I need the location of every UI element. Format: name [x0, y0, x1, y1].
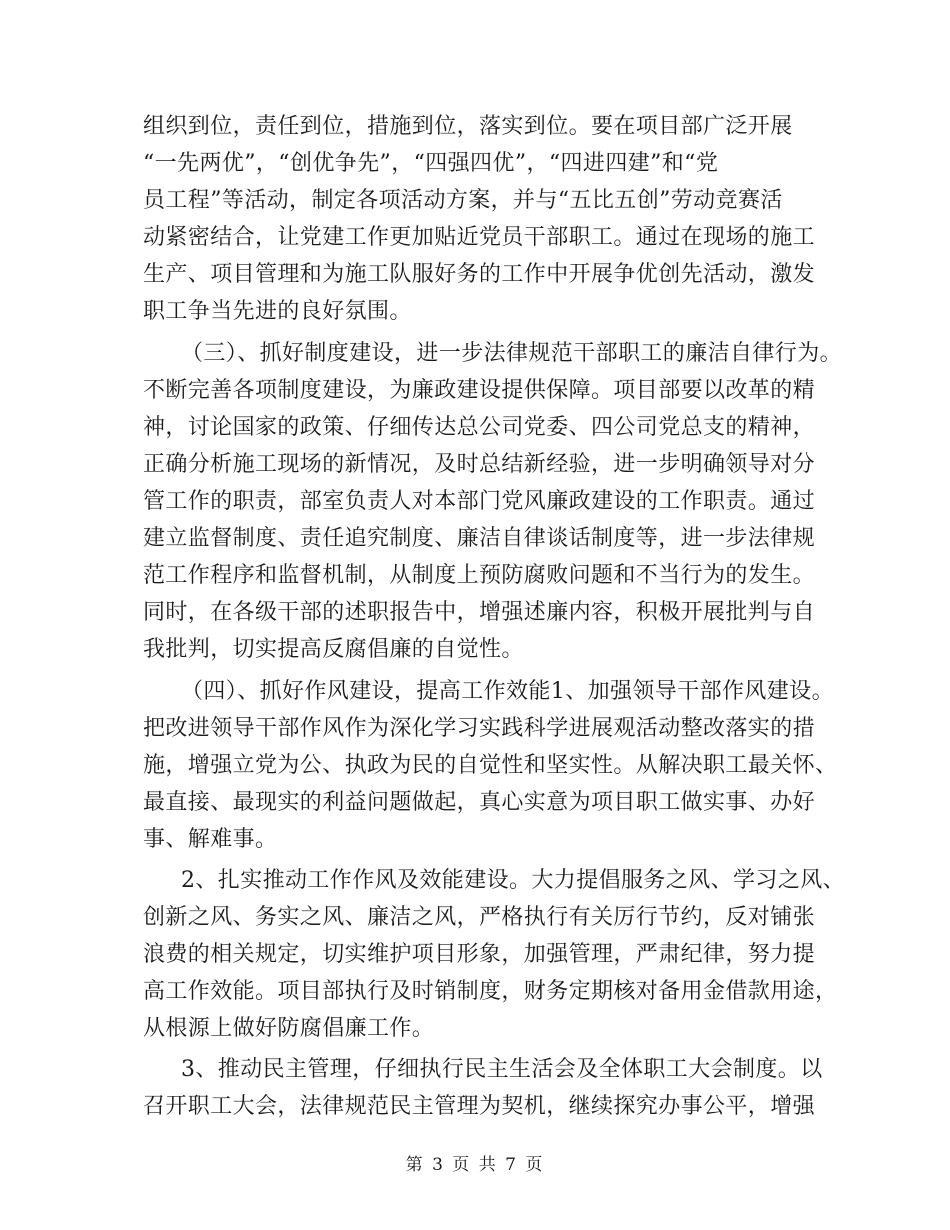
text-line: 正确分析施工现场的新情况，及时总结新经验，进一步明确领导对分 — [143, 452, 816, 477]
paragraph-start: 3、推动民主管理，仔细执行民主生活会及全体职工大会制度。以 — [181, 1057, 823, 1082]
page-number-footer: 第 3 页 共 7 页 — [405, 1155, 545, 1175]
text-line: 创新之风、务实之风、廉洁之风，严格执行有关厉行节约，反对铺张 — [143, 905, 816, 930]
paragraph-start: 2、扎实推动工作作风及效能建设。大力提倡服务之风、学习之风、 — [181, 868, 845, 893]
text-line: 管工作的职责，部室负责人对本部门党风廉政建设的工作职责。通过 — [143, 489, 816, 514]
text-line: 范工作程序和监督机制，从制度上预防腐败问题和不当行为的发生。 — [143, 563, 816, 588]
text-line: 建立监督制度、责任追究制度、廉洁自律谈话制度等，进一步法律规 — [143, 526, 816, 551]
text-line: 不断完善各项制度建设，为廉政建设提供保障。项目部要以改革的精 — [143, 378, 816, 403]
text-line: 同时，在各级干部的述职报告中，增强述廉内容，积极开展批判与自 — [143, 600, 816, 625]
text-line: 神，讨论国家的政策、仔细传达总公司党委、四公司党总支的精神， — [143, 415, 816, 440]
text-line: 浪费的相关规定，切实维护项目形象，加强管理，严肃纪律，努力提 — [143, 942, 816, 967]
text-line: 召开职工大会，法律规范民主管理为契机，继续探究办事公平，增强 — [143, 1094, 816, 1119]
text-line: 生产、项目管理和为施工队服好务的工作中开展争优创先活动，激发 — [143, 262, 816, 287]
text-line: 把改进领导干部作风作为深化学习实践科学进展观活动整改落实的措 — [143, 716, 816, 741]
text-line: 动紧密结合，让党建工作更加贴近党员干部职工。通过在现场的施工 — [143, 225, 816, 250]
text-line: 事、解难事。 — [143, 827, 278, 852]
text-line: 员工程”等活动，制定各项活动方案，并与“五比五创”劳动竞赛活 — [143, 188, 783, 213]
text-line: 我批判，切实提高反腐倡廉的自觉性。 — [143, 637, 524, 662]
text-line: “一先两优”，“创优争先”，“四强四优”，“四进四建”和“党 — [143, 151, 719, 176]
text-line: 组织到位，责任到位，措施到位，落实到位。要在项目部广泛开展 — [143, 114, 793, 139]
paragraph-heading: （三）、抓好制度建设，进一步法律规范干部职工的廉洁自律行为。 — [181, 341, 843, 366]
text-line: 高工作效能。项目部执行及时销制度，财务定期核对备用金借款用途， — [143, 979, 838, 1004]
text-line: 施，增强立党为公、执政为民的自觉性和坚实性。从解决职工最关怀、 — [143, 753, 838, 778]
text-line: 从根源上做好防腐倡廉工作。 — [143, 1016, 435, 1041]
text-line: 职工争当先进的良好氛围。 — [143, 299, 412, 324]
text-line: 最直接、最现实的利益问题做起，真心实意为项目职工做实事、办好 — [143, 790, 816, 815]
paragraph-heading: （四）、抓好作风建设，提高工作效能1、加强领导干部作风建设。 — [181, 679, 834, 704]
